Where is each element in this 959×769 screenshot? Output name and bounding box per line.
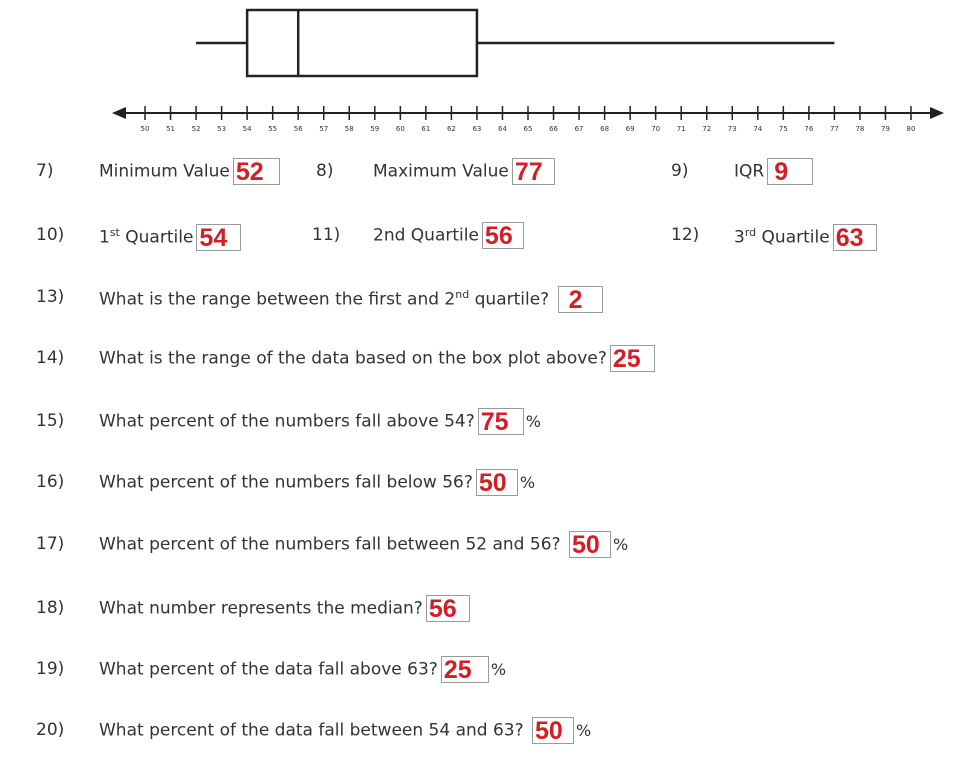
superscript: rd	[744, 226, 757, 239]
question-number: 7)	[36, 161, 54, 181]
tick-label: 68	[600, 125, 610, 133]
tick-label: 63	[472, 125, 482, 133]
question-number: 9)	[671, 161, 689, 181]
tick-label: 79	[881, 125, 890, 133]
question-8	[373, 158, 555, 185]
tick-label: 64	[498, 125, 507, 133]
tick-label: 60	[395, 125, 405, 133]
question-label: Maximum Value	[373, 161, 509, 182]
question-label: What percent of the numbers fall below 56?	[99, 472, 473, 493]
answer-box[interactable]: 63	[833, 224, 877, 251]
tick-label: 66	[549, 125, 558, 133]
answer-box[interactable]: 54	[196, 224, 241, 251]
question-14	[99, 345, 655, 372]
tick-label: 78	[855, 125, 865, 133]
question-label: What percent of the data fall between 54 and 63?	[99, 720, 524, 741]
tick-label: 80	[906, 125, 916, 133]
question-number: 17)	[36, 534, 65, 554]
question-15	[99, 408, 541, 435]
percent-sign: %	[576, 720, 592, 740]
question-label: What is the range of the data based on the box plot above?	[99, 348, 607, 369]
question-17	[99, 531, 628, 558]
question-number: 13)	[36, 287, 65, 307]
tick-label: 52	[191, 125, 201, 133]
question-number: 18)	[36, 598, 65, 618]
percent-sign: %	[525, 411, 541, 431]
tick-label: 72	[702, 125, 712, 133]
answer-box[interactable]: 50	[476, 469, 518, 496]
tick-label: 62	[446, 125, 456, 133]
tick-label: 73	[727, 125, 737, 133]
question-number: 15)	[36, 411, 65, 431]
answer-box[interactable]: 56	[426, 595, 470, 622]
tick-label: 50	[140, 125, 150, 133]
question-9	[734, 158, 813, 185]
question-number: 11)	[312, 225, 341, 245]
percent-sign: %	[519, 472, 536, 492]
answer-box[interactable]: 50	[569, 531, 611, 558]
tick-label: 57	[319, 125, 329, 133]
question-label: What percent of the numbers fall between 52 and 56?	[99, 534, 561, 555]
answer-box[interactable]: 75	[478, 408, 524, 435]
tick-label: 51	[166, 125, 175, 133]
question-label: What number represents the median?	[99, 598, 423, 619]
percent-sign: %	[490, 659, 507, 679]
tick-label: 55	[268, 125, 278, 133]
question-18	[99, 595, 470, 622]
question-label: Quartile	[119, 227, 194, 248]
question-label: What percent of the data fall above 63?	[99, 659, 438, 680]
question-label: Quartile	[756, 227, 830, 248]
answer-box[interactable]: 77	[512, 158, 555, 185]
question-7	[99, 158, 280, 185]
tick-label: 74	[753, 125, 763, 133]
tick-label: 59	[370, 125, 380, 133]
question-label: What percent of the numbers fall above 54?	[99, 411, 475, 432]
answer-box[interactable]: 25	[610, 345, 655, 372]
tick-label: 65	[523, 125, 533, 133]
question-label: IQR	[734, 161, 765, 182]
answer-box[interactable]: 25	[441, 656, 489, 683]
question-12	[734, 222, 877, 251]
tick-label: 76	[804, 125, 814, 133]
box-plot	[0, 0, 959, 140]
tick-label: 61	[421, 125, 431, 133]
question-prefix: 3	[734, 227, 745, 248]
tick-label: 69	[625, 125, 635, 133]
question-13	[99, 284, 603, 313]
question-number: 16)	[36, 472, 65, 492]
tick-label: 58	[344, 125, 354, 133]
tick-label: 70	[651, 125, 661, 133]
answer-box[interactable]: 52	[233, 158, 280, 185]
superscript: st	[109, 226, 120, 239]
question-number: 14)	[36, 348, 65, 368]
question-20	[99, 717, 591, 744]
arrow-left-icon	[112, 107, 126, 119]
arrow-right-icon	[930, 107, 944, 119]
question-11	[373, 222, 524, 249]
question-prefix: 1	[99, 227, 110, 248]
question-label: Minimum Value	[99, 161, 230, 182]
tick-label: 77	[829, 125, 839, 133]
answer-box[interactable]: 56	[482, 222, 524, 249]
question-label: quartile?	[469, 289, 550, 310]
question-number: 12)	[671, 225, 700, 245]
question-number: 19)	[36, 659, 65, 679]
question-number: 10)	[36, 225, 65, 245]
percent-sign: %	[612, 534, 629, 554]
question-19	[99, 656, 506, 683]
question-prefix: What is the range between the first and 2	[99, 289, 456, 310]
question-16	[99, 469, 535, 496]
tick-label: 53	[217, 125, 227, 133]
superscript: nd	[455, 288, 470, 301]
question-10	[99, 222, 241, 251]
question-number: 20)	[36, 720, 65, 740]
answer-box[interactable]: 2	[558, 286, 603, 313]
question-number: 8)	[316, 161, 334, 181]
tick-label: 71	[676, 125, 686, 133]
tick-label: 75	[778, 125, 788, 133]
question-label: 2nd Quartile	[373, 225, 479, 246]
tick-label: 56	[293, 125, 303, 133]
tick-label: 67	[574, 125, 584, 133]
answer-box[interactable]: 9	[767, 158, 813, 185]
answer-box[interactable]: 50	[532, 717, 574, 744]
tick-label: 54	[242, 125, 252, 133]
iqr-box	[247, 10, 477, 76]
